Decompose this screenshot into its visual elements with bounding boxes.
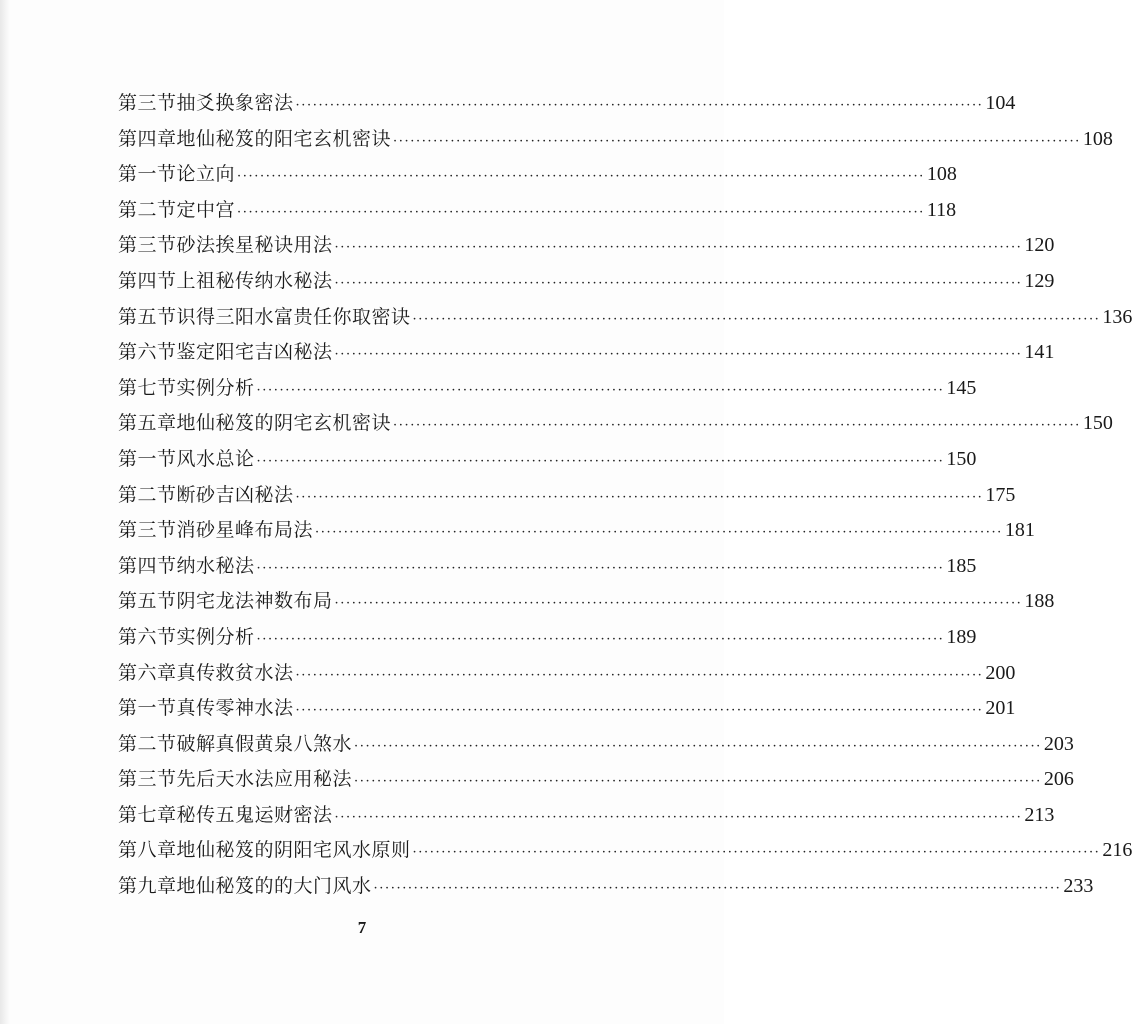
toc-entry	[118, 228, 1055, 264]
dot-leader: ························································································································	[256, 631, 945, 647]
toc-entry-label: 第一节	[118, 697, 177, 720]
dot-leader: ························································································································	[237, 169, 925, 185]
toc-entry-label: 第六章	[118, 661, 177, 684]
dot-leader: ························································································································	[354, 774, 1042, 790]
toc-entry-label: 第一节	[118, 163, 177, 186]
toc-entry-title: 地仙秘笈的阳宅玄机密诀	[176, 127, 392, 150]
dot-leader: ························································································································	[256, 382, 945, 398]
toc-entry-title: 消砂星峰布局法	[176, 519, 314, 542]
toc-entry-title: 风水总论	[176, 447, 255, 470]
toc-entry-title: 阴宅龙法神数布局	[176, 590, 333, 613]
toc-entry-label: 第二节	[118, 732, 177, 755]
dot-leader: ························································································································	[334, 596, 1023, 612]
toc-entry-label: 第五节	[118, 305, 177, 328]
toc-entry	[118, 656, 1016, 692]
toc-entry	[118, 300, 1132, 336]
toc-entry-title: 真传零神水法	[176, 697, 294, 720]
toc-entry-label: 第四节	[118, 554, 177, 577]
toc-entry	[118, 549, 977, 585]
toc-entry-label: 第四节	[118, 269, 177, 292]
dot-leader: ························································································································	[334, 347, 1023, 363]
toc-entry-title: 地仙秘笈的的大门风水	[176, 875, 372, 898]
dot-leader: ························································································································	[354, 738, 1042, 754]
toc-entry-title: 真传救贫水法	[176, 661, 294, 684]
toc-entry	[118, 584, 1055, 620]
toc-entry-page: 141	[1024, 341, 1055, 364]
toc-entry-title: 破解真假黄泉八煞水	[176, 732, 353, 755]
toc-entry-title: 鉴定阳宅吉凶秘法	[176, 341, 333, 364]
toc-entry-label: 第七节	[118, 376, 177, 399]
toc-entry-label: 第五节	[118, 590, 177, 613]
toc-entry	[118, 869, 1094, 905]
toc-entry	[118, 157, 957, 193]
toc-entry	[118, 264, 1055, 300]
toc-entry-page: 129	[1024, 269, 1055, 292]
toc-entry-title: 实例分析	[176, 625, 255, 648]
toc-entry-label: 第四章	[118, 127, 177, 150]
toc-entry-title: 纳水秘法	[176, 554, 255, 577]
toc-entry-title: 论立向	[176, 163, 236, 186]
toc-entry	[118, 833, 1132, 869]
dot-leader: ························································································································	[237, 204, 925, 220]
dot-leader: ························································································································	[315, 525, 1003, 541]
toc-entry-page: 200	[985, 661, 1016, 684]
dot-leader: ························································································································	[334, 240, 1023, 256]
toc-entry	[118, 727, 1074, 763]
toc-entry-title: 砂法挨星秘诀用法	[176, 234, 333, 257]
toc-entry	[118, 691, 1016, 727]
dot-leader: ························································································································	[256, 560, 945, 576]
toc-entry	[118, 513, 1035, 549]
toc-entry-title: 地仙秘笈的阴宅玄机密诀	[176, 412, 392, 435]
toc-entry-page: 108	[1082, 127, 1113, 150]
toc-entry-page: 206	[1043, 768, 1074, 791]
toc-entry-label: 第三节	[118, 92, 177, 114]
dot-leader: ························································································································	[334, 809, 1023, 825]
toc-entry	[118, 122, 1113, 158]
dot-leader: ························································································································	[295, 667, 984, 683]
dot-leader: ························································································································	[412, 311, 1101, 327]
toc-entry	[118, 478, 1016, 514]
dot-leader: ························································································································	[393, 418, 1081, 434]
toc-entry-page: 118	[926, 198, 957, 221]
toc-entry-title: 地仙秘笈的阴阳宅风水原则	[176, 839, 411, 862]
toc-entry	[118, 406, 1113, 442]
toc-entry-label: 第三节	[118, 768, 177, 791]
toc-entry-page: 201	[985, 697, 1016, 720]
toc-entry-label: 第二节	[118, 483, 177, 506]
toc-entry-page: 181	[1004, 519, 1035, 542]
toc-entry-page: 104	[985, 92, 1016, 114]
toc-entry	[118, 442, 977, 478]
toc-entry-page: 188	[1024, 590, 1055, 613]
toc-entry-page: 145	[946, 376, 977, 399]
toc-entry	[118, 335, 1055, 371]
toc-entry-page: 189	[946, 625, 977, 648]
toc-entry	[118, 762, 1074, 798]
toc-entry-label: 第一节	[118, 447, 177, 470]
toc-entry-label: 第七章	[118, 803, 177, 826]
dot-leader: ························································································································	[295, 98, 984, 113]
toc-entry-title: 断砂吉凶秘法	[176, 483, 294, 506]
dot-leader: ························································································································	[334, 275, 1023, 291]
dot-leader: ························································································································	[373, 881, 1062, 897]
toc-entry	[118, 193, 957, 229]
toc-entry	[118, 798, 1055, 834]
dot-leader: ························································································································	[393, 133, 1081, 149]
toc-entry-page: 108	[926, 163, 957, 186]
toc-entry-label: 第二节	[118, 198, 177, 221]
toc-entry-label: 第八章	[118, 839, 177, 862]
toc-entry	[118, 86, 1016, 122]
toc-entry-page: 185	[946, 554, 977, 577]
page-number: 7	[357, 918, 367, 937]
toc-entry-page: 233	[1063, 875, 1094, 898]
toc-entry-title: 秘传五鬼运财密法	[176, 803, 333, 826]
toc-entry-label: 第三节	[118, 234, 177, 257]
toc-entry-page: 136	[1102, 305, 1132, 328]
toc-entry-title: 上祖秘传纳水秘法	[176, 269, 333, 292]
dot-leader: ························································································································	[256, 453, 945, 469]
dot-leader: ························································································································	[295, 489, 984, 505]
toc-entry-label: 第六节	[118, 625, 177, 648]
toc-entry-label: 第三节	[118, 519, 177, 542]
toc-entry-page: 203	[1043, 732, 1074, 755]
toc-entry-title: 实例分析	[176, 376, 255, 399]
toc-entry-title: 定中宫	[176, 198, 236, 221]
toc-entry-label: 第六节	[118, 341, 177, 364]
toc-entry-label: 第五章	[118, 412, 177, 435]
toc-entry-page: 120	[1024, 234, 1055, 257]
toc-entry-page: 213	[1024, 803, 1055, 826]
dot-leader: ························································································································	[295, 703, 984, 719]
toc-entry-page: 150	[1082, 412, 1113, 435]
toc-entry-title: 抽爻换象密法	[176, 92, 294, 114]
toc-entry-page: 216	[1102, 839, 1132, 862]
dot-leader: ························································································································	[412, 845, 1101, 861]
toc-entry-page: 150	[946, 447, 977, 470]
toc-entry-title: 识得三阳水富贵任你取密诀	[176, 305, 411, 328]
scan-edge-shadow	[0, 0, 10, 1024]
toc-entry	[118, 620, 977, 656]
toc-entry-label: 第九章	[118, 875, 177, 898]
toc-entry	[118, 371, 977, 407]
toc-entry-title: 先后天水法应用秘法	[176, 768, 353, 791]
table-of-contents	[118, 86, 1132, 905]
toc-entry-page: 175	[985, 483, 1016, 506]
